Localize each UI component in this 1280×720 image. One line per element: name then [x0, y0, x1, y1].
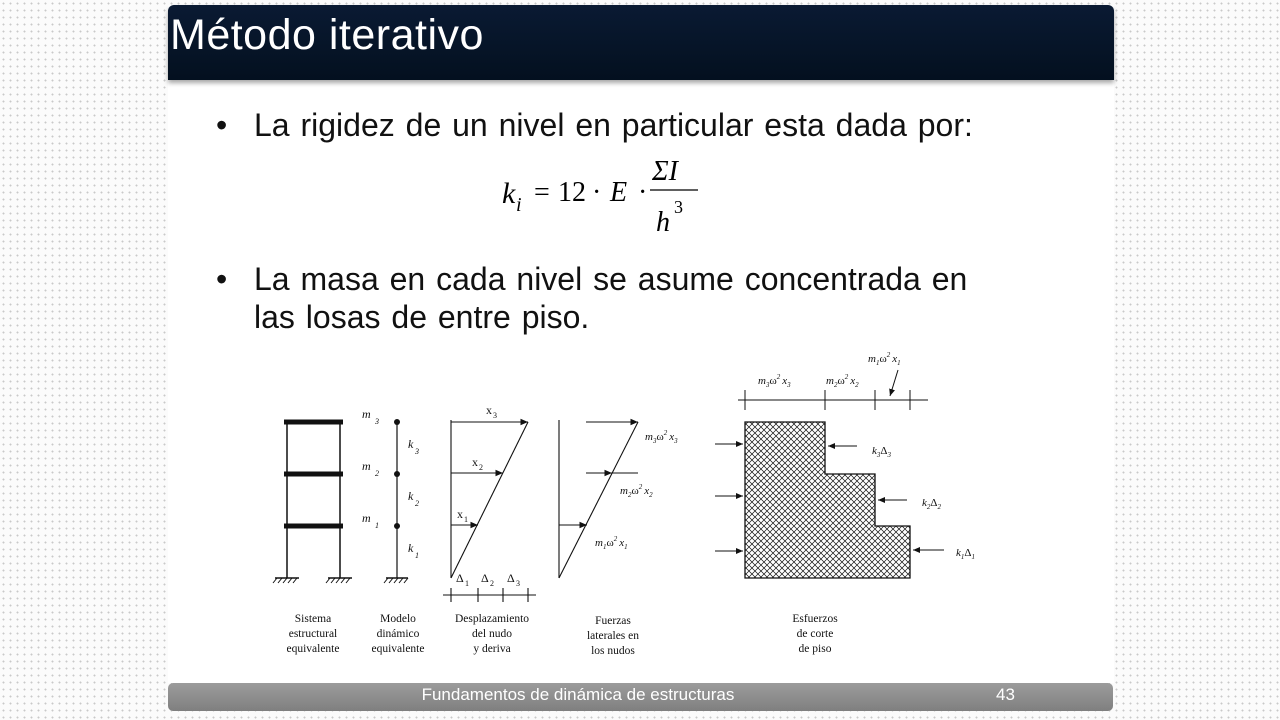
- lateral-forces-diagram: [559, 420, 638, 578]
- formula-numerator: ΣI: [652, 156, 678, 187]
- bullet-text: La masa en cada nivel se asume concentrada en las losas de entre piso.: [254, 261, 968, 335]
- mass-sub-3: 3: [375, 417, 379, 426]
- caption-p5-l1: Esfuerzos: [792, 613, 838, 625]
- diagram-svg: [260, 340, 1040, 670]
- caption-p3-l1: Desplazamiento: [454, 613, 530, 625]
- mass-label-3: m: [362, 407, 371, 421]
- formula-k: k: [502, 177, 516, 210]
- shear-top-label-2: $m_2\omega^2$ $x_2$: [826, 373, 859, 389]
- caption-p1-l1: Sistema: [294, 613, 332, 625]
- caption-p3-l2: del nudo: [472, 628, 512, 640]
- drift-label-1: Δ: [456, 571, 464, 585]
- drift-sub-1: 1: [465, 579, 469, 588]
- formula-den-exp: 3: [674, 197, 683, 217]
- shear-top-label-3: $m_3\omega^2$ $x_3$: [758, 373, 791, 389]
- disp-label-1: x: [457, 507, 463, 521]
- equivalent-frame: [273, 422, 352, 583]
- caption-p2-l3: equivalente: [371, 643, 425, 655]
- stiffness-formula: [498, 145, 698, 240]
- formula-eq: =: [534, 177, 550, 208]
- caption-p5-l2: de corte: [796, 628, 834, 640]
- force-label-2: $m_2\omega^2$ $x_2$: [620, 483, 653, 499]
- drift-sub-3: 3: [516, 579, 520, 588]
- spring-label-3: k: [408, 437, 414, 451]
- force-label-1: $m_1\omega^2$ $x_1$: [595, 535, 628, 551]
- caption-p4-l1: Fuerzas: [595, 615, 631, 627]
- caption-p3-l3: y deriva: [473, 643, 511, 655]
- shear-side-label-2: $k_2\Delta_2$: [922, 497, 941, 511]
- spring-sub-1: 1: [415, 551, 419, 560]
- bullet-text: La rigidez de un nivel en particular esta dada por:: [254, 107, 973, 143]
- shear-side-label-1: $k_1\Delta_1$: [956, 547, 975, 561]
- spring-label-2: k: [408, 489, 414, 503]
- drift-label-3: Δ: [507, 571, 515, 585]
- disp-sub-2: 2: [479, 463, 483, 472]
- formula-denominator: h: [656, 207, 670, 238]
- footer-bar: [168, 683, 1113, 711]
- spring-sub-2: 2: [415, 499, 419, 508]
- drift-sub-2: 2: [490, 579, 494, 588]
- force-label-3: $m_3\omega^2$ $x_3$: [645, 429, 678, 445]
- structural-diagram: [260, 340, 1040, 675]
- caption-p2-l1: Modelo: [380, 613, 416, 625]
- formula-e: E: [610, 177, 628, 208]
- spring-sub-3: 3: [415, 447, 419, 456]
- formula-k-sub: i: [516, 194, 522, 216]
- caption-p2-l2: dinámico: [376, 628, 420, 640]
- shear-side-label-3: $k_3\Delta_3$: [872, 445, 891, 459]
- dynamic-model: [384, 419, 408, 583]
- bullet-icon: •: [216, 107, 228, 143]
- formula-dot2: ·: [638, 177, 648, 208]
- disp-sub-3: 3: [493, 411, 497, 420]
- mass-sub-1: 1: [375, 521, 379, 530]
- disp-sub-1: 1: [464, 515, 468, 524]
- disp-label-2: x: [472, 455, 478, 469]
- shear-top-label-1: $m_1\omega^2$ $x_1$: [868, 351, 901, 367]
- page-number: 43: [996, 685, 1015, 704]
- caption-p4-l3: los nudos: [591, 645, 635, 657]
- caption-p4-l2: laterales en: [586, 630, 640, 642]
- mass-label-2: m: [362, 459, 371, 473]
- footer-title: Fundamentos de dinámica de estructuras: [421, 685, 735, 704]
- disp-label-3: x: [486, 403, 492, 417]
- story-shear-diagram: [715, 370, 944, 578]
- formula-dot1: ·: [592, 177, 602, 208]
- mass-sub-2: 2: [375, 469, 379, 478]
- bullet-icon: •: [216, 261, 228, 297]
- formula-coef: 12: [558, 177, 586, 208]
- mass-label-1: m: [362, 511, 371, 525]
- caption-p1-l3: equivalente: [286, 643, 340, 655]
- spring-label-1: k: [408, 541, 414, 555]
- caption-p5-l3: de piso: [798, 643, 832, 655]
- caption-p1-l2: estructural: [288, 628, 338, 640]
- title-bar: [168, 5, 1114, 80]
- formula-svg: [498, 145, 698, 240]
- slide-title: Método iterativo: [170, 11, 484, 59]
- drift-label-2: Δ: [481, 571, 489, 585]
